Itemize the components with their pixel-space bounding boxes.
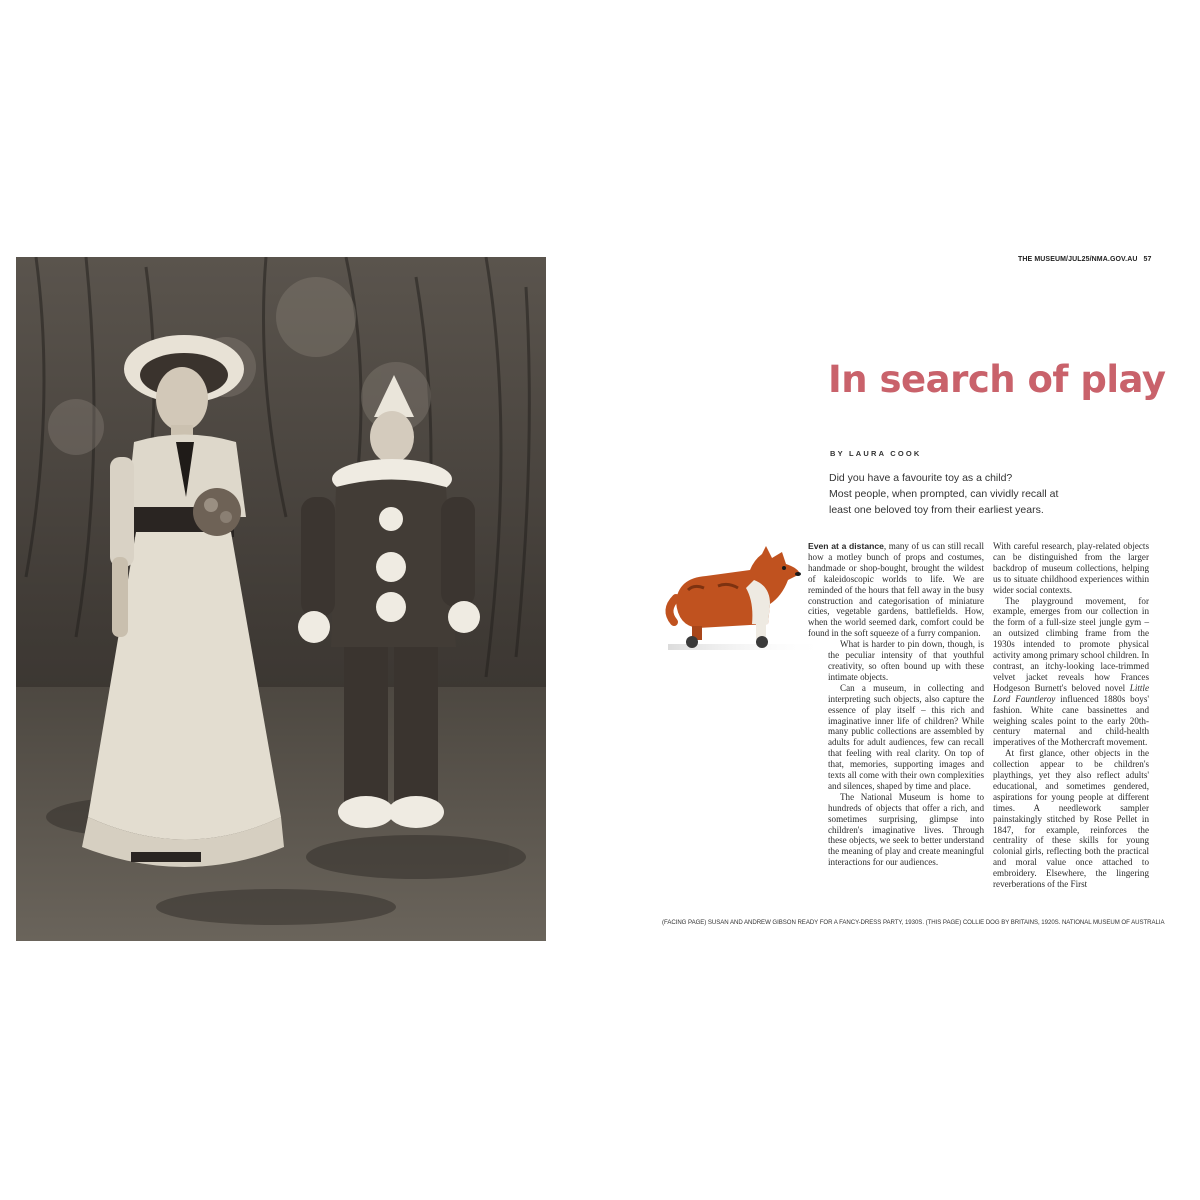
book-title: Little Lord Fauntleroy (993, 682, 1149, 704)
collie-dog-toy-image (658, 540, 826, 664)
photo-caption: (FACING PAGE) SUSAN AND ANDREW GIBSON READY FOR A FANCY-DRESS PARTY, 1930S. (THIS PAGE) COLLIE DOG BY BRITAINS, 1920S. NATIONAL MUSEUM OF AUSTRALIA (662, 919, 1165, 926)
byline: BY LAURA COOK (830, 449, 922, 458)
paragraph-text: influenced 1880s boys' fashion. White cane bassinettes and weighing scales point to the early 20th-century maternal and child-health imperatives of the Mothercraft movement. (993, 693, 1149, 748)
standfirst-line: least one beloved toy from their earliest years. (829, 504, 1044, 516)
paragraph: With careful research, play-related objects can be distinguished from the larger backdrop of museum collections, helping us to situate childhood experiences within wider social contexts. (993, 541, 1149, 595)
body-column-1 (808, 541, 984, 868)
standfirst (829, 470, 1149, 518)
lead-in: Even at a distance (808, 541, 884, 551)
standfirst-line: Did you have a favourite toy as a child? (829, 472, 1013, 484)
paragraph: Can a museum, in collecting and interpreting such objects, also capture the essence of play itself – this rich and imaginative inner life of children? While many public collections are assembled by adults for adult audiences, few can recall that feeling with real clarity. On top of that, memories, supporting images and texts all come with their own complexities and silences, shaped by time and place. (828, 682, 984, 791)
paragraph: The National Museum is home to hundreds of objects that offer a rich, and sometimes surprising, glimpse into children's imaginative lives. Through these objects, we seek to better understand the meaning of play and create meaningful interactions for our audiences. (828, 791, 984, 868)
body-column-2 (993, 541, 1149, 890)
article-title: In search of play (828, 358, 1166, 401)
paragraph (808, 541, 984, 639)
facing-page-photograph (16, 257, 546, 941)
paragraph: What is harder to pin down, though, is the peculiar intensity of that youthful creativity, so often bound up with these intimate objects. (828, 639, 984, 682)
page-number: 57 (1143, 256, 1152, 263)
collie-dog-illustration (658, 540, 826, 664)
children-costume-photo (16, 257, 546, 941)
standfirst-line: Most people, when prompted, can vividly recall at (829, 488, 1059, 500)
paragraph-text: , many of us can still recall how a motley bunch of props and costumes, handmade or shop-bought, brought the wildest of kaleidoscopic worlds to life. We are reminded of the hours that fell away in the busy construction and categorisation of miniature cities, vegetable gardens, battlefields. How, when the world seemed dark, comfort could be found in the soft squeeze of a furry companion. (808, 541, 984, 639)
paragraph-text: The playground movement, for example, emerges from our collection in the form of a full-size steel jungle gym – an outsized climbing frame from the 1930s intended to promote physical activity among primary school children. In contrast, an itchy-looking lace-trimmed velvet jacket reveals how Frances Hodgeson Burnett's beloved novel (993, 595, 1149, 693)
running-head (1018, 256, 1152, 263)
running-head-text: THE MUSEUM/JUL25/NMA.GOV.AU (1018, 256, 1138, 263)
paragraph: At first glance, other objects in the collection appear to be children's playthings, yet they also reflect adults' educational, and sometimes gendered, aspirations for young people at different times. A needlework sampler painstakingly stitched by Rose Pellet in 1847, for example, reinforces the centrality of these skills for young colonial girls, reflecting both the practical and moral value once attached to embroidery. Elsewhere, the lingering reverberations of the First (993, 748, 1149, 890)
paragraph (993, 596, 1149, 749)
